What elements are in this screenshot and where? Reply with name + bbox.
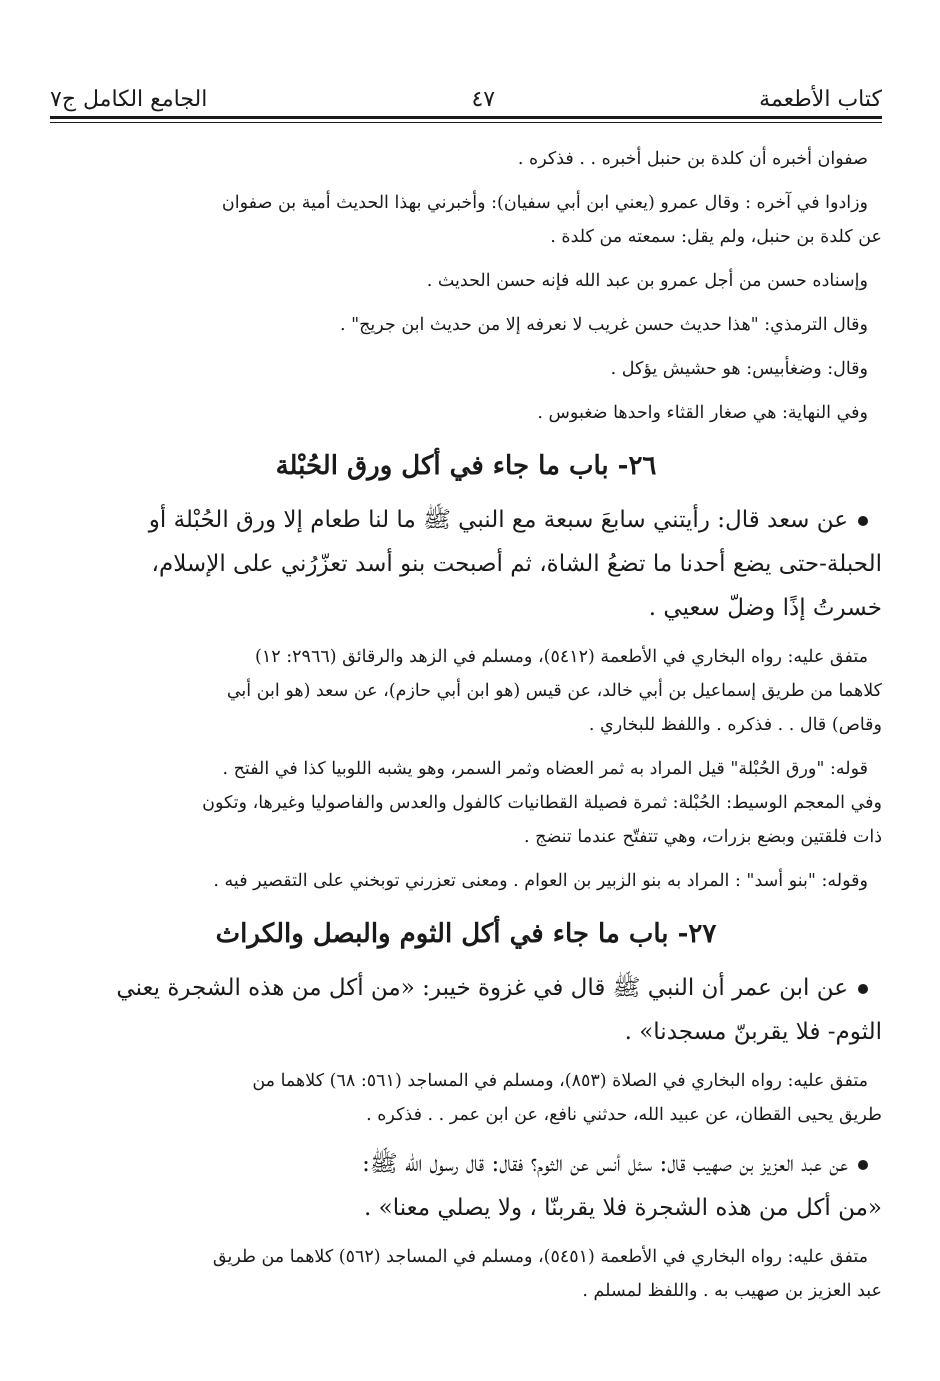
text-line xyxy=(50,1274,882,1308)
commentary-paragraph xyxy=(50,864,882,898)
commentary-paragraph xyxy=(50,752,882,854)
text-line xyxy=(50,220,882,254)
header-rule-thin xyxy=(50,122,882,123)
commentary-paragraph xyxy=(50,142,882,176)
line-text: عن سعد قال: رأيتني سابعَ سبعة مع النبي ﷺ ما لنا طعام إلا ورق الحُبْلة أو xyxy=(148,507,848,533)
page-number: ٤٧ xyxy=(471,87,496,112)
commentary-paragraph xyxy=(50,264,882,298)
line-text: وفي المعجم الوسيط: الحُبْلة: ثمرة فصيلة القطانيات كالفول والعدس والفاصوليا وغيرها، وتكون xyxy=(202,793,882,813)
line-text: وإسناده حسن من أجل عمرو بن عبد الله فإنه حسن الحديث . xyxy=(426,271,868,291)
text-line xyxy=(50,966,882,1010)
text-line xyxy=(50,752,882,786)
hadith-paragraph xyxy=(50,498,882,630)
line-text: «من أكل من هذه الشجرة فلا يقربنّا ، ولا يصلي معنا» . xyxy=(364,1195,882,1221)
line-text: متفق عليه: رواه البخاري في الصلاة (٨٥٣)، ومسلم في المساجد (٥٦١: ٦٨) كلاهما من xyxy=(252,1071,868,1091)
book-title: الجامع الكامل ج٧ xyxy=(50,87,208,112)
bullet-icon xyxy=(858,516,868,526)
line-text: ذات فلقتين وبضع بزرات، وهي تتفتّح عندما تنضج . xyxy=(524,827,882,847)
text-line xyxy=(50,1010,882,1054)
line-text: عن ابن عمر أن النبي ﷺ قال في غزوة خيبر: «من أكل من هذه الشجرة يعني xyxy=(116,975,848,1001)
text-line xyxy=(50,708,882,742)
line-text: الحبلة-حتى يضع أحدنا ما تضعُ الشاة، ثم أصبحت بنو أسد تعزّرُني على الإسلام، xyxy=(151,551,882,577)
chapter-heading: ٢٧- باب ما جاء في أكل الثوم والبصل والكراث xyxy=(215,919,717,949)
page-body xyxy=(50,142,882,1308)
line-text: صفوان أخبره أن كلدة بن حنبل أخبره . . فذكره . xyxy=(517,149,868,169)
line-text: متفق عليه: رواه البخاري في الأطعمة (٥٤٥١)، ومسلم في المساجد (٥٦٢) كلاهما من طريق xyxy=(212,1247,868,1267)
text-line xyxy=(50,352,882,386)
hadith-paragraph xyxy=(50,966,882,1054)
text-line xyxy=(50,1240,882,1274)
line-text: وقال: وضغأبيس: هو حشيش يؤكل . xyxy=(610,359,868,379)
line-text: وزادوا في آخره : وقال عمرو (يعني ابن أبي سفيان): وأخبرني بهذا الحديث أمية بن صفوان xyxy=(221,193,868,213)
line-text: وقاص) قال . . فذكره . واللفظ للبخاري . xyxy=(588,715,882,735)
line-text: وقوله: "بنو أسد" : المراد به بنو الزبير بن العوام . ومعنى تعزرني توبخني على التقصير فيه . xyxy=(213,871,868,891)
commentary-paragraph xyxy=(50,1240,882,1308)
text-line xyxy=(50,498,882,542)
text-line xyxy=(50,1098,882,1132)
line-text: عبد العزيز بن صهيب به . واللفظ لمسلم . xyxy=(582,1281,882,1301)
text-line xyxy=(50,396,882,430)
commentary-paragraph xyxy=(50,396,882,430)
text-line xyxy=(50,542,882,586)
bullet-icon xyxy=(858,984,868,994)
commentary-paragraph xyxy=(50,1064,882,1132)
line-text: عن كلدة بن حنبل، ولم يقل: سمعته من كلدة . xyxy=(550,227,882,247)
chapter-heading: ٢٦- باب ما جاء في أكل ورق الحُبْلة xyxy=(275,451,657,481)
commentary-paragraph xyxy=(50,640,882,742)
text-line xyxy=(50,142,882,176)
line-text: خسرتُ إذًا وضلّ سعيي . xyxy=(648,595,882,621)
bullet-icon xyxy=(858,1160,868,1170)
line-text: قوله: "ورق الحُبْلة" قيل المراد به ثمر العضاه وثمر السمر، وهو يشبه اللوبيا كذا في الفتح . xyxy=(222,759,868,779)
line-text: متفق عليه: رواه البخاري في الأطعمة (٥٤١٢)، ومسلم في الزهد والرقائق (٢٩٦٦: ١٢) xyxy=(255,647,868,667)
header-rule xyxy=(50,116,882,119)
commentary-paragraph xyxy=(50,308,882,342)
text-line xyxy=(50,308,882,342)
line-text: طريق يحيى القطان، عن عبيد الله، حدثني نافع، عن ابن عمر . . فذكره . xyxy=(366,1105,882,1125)
line-text: وفي النهاية: هي صغار القثاء واحدها ضغبوس . xyxy=(537,403,868,423)
line-text: كلاهما من طريق إسماعيل بن أبي خالد، عن قيس (هو ابن أبي حازم)، عن سعد (هو ابن أبي xyxy=(226,681,882,701)
line-text: الثوم- فلا يقربنّ مسجدنا» . xyxy=(624,1019,882,1045)
text-line xyxy=(50,586,882,630)
line-text: وقال الترمذي: "هذا حديث حسن غريب لا نعرفه إلا من حديث ابن جريج" . xyxy=(339,315,868,335)
text-line xyxy=(50,264,882,298)
text-line xyxy=(50,1064,882,1098)
commentary-paragraph xyxy=(50,186,882,254)
text-line xyxy=(50,186,882,220)
text-line xyxy=(50,1186,882,1230)
text-line xyxy=(50,640,882,674)
text-line xyxy=(50,820,882,854)
line-text: عن عبد العزيز بن صهيب قال: سئل أنس عن الثوم؟ فقال: قال رسول الله ﷺ: xyxy=(362,1151,848,1177)
hadith-paragraph xyxy=(50,1142,882,1230)
text-line xyxy=(50,786,882,820)
text-line xyxy=(50,864,882,898)
text-line xyxy=(50,1142,882,1186)
commentary-paragraph xyxy=(50,352,882,386)
page-header xyxy=(50,72,882,112)
chapter-title: كتاب الأطعمة xyxy=(759,87,882,112)
text-line xyxy=(50,674,882,708)
